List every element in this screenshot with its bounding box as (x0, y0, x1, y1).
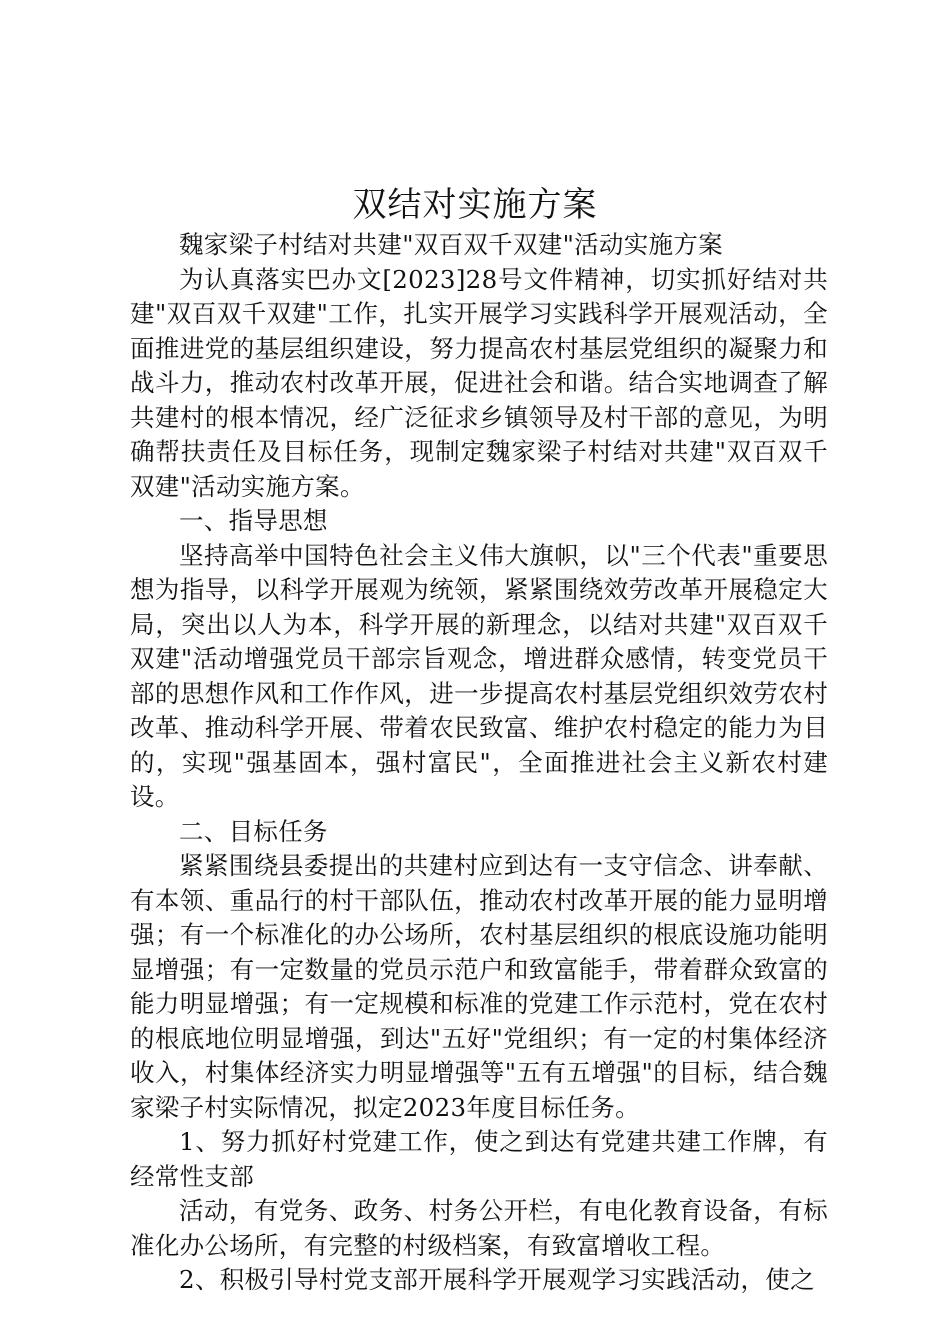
intro-paragraph: 为认真落实巴办文[2023]28号文件精神，切实抓好结对共建"双百双千双建"工作，扎实开展学习实践科学开展观活动，全面推进党的基层组织建设，努力提高农村基层党组织的凝聚力和战斗力，推动农村改革开展，促进社会和谐。结合实地调查了解共建村的根本情况，经广泛征求乡镇领导及村干部的意见，为明确帮扶责任及目标任务，现制定魏家梁子村结对共建"双百双千双建"活动实施方案。 (130, 264, 828, 501)
subtitle-paragraph: 魏家梁子村结对共建"双百双千双建"活动实施方案 (179, 230, 723, 259)
guiding-ideology-paragraph: 坚持高举中国特色社会主义伟大旗帜，以"三个代表"重要思想为指导，以科学开展观为统领，紧紧围绕效劳改革开展稳定大局，突出以人为本，科学开展的新理念，以结对共建"双百双千双建"活动增强党员干部宗旨观念，增进群众感情，转变党员干部的思想作风和工作作风，进一步提高农村基层党组织效劳农村改革、推动科学开展、带着农民致富、维护农村稳定的能力为目的，实现"强基固本，强村富民"，全面推进社会主义新农村建设。 (130, 540, 828, 811)
section-heading-guiding-ideology: 一、指导思想 (179, 506, 328, 535)
task-item-1-continued: 活动，有党务、政务、村务公开栏，有电化教育设备，有标准化办公场所，有完整的村级档案，有致富增收工程。 (130, 1196, 828, 1260)
document-title: 双结对实施方案 (352, 185, 598, 225)
document-body (130, 228, 828, 1298)
section-heading-goals: 二、目标任务 (179, 816, 328, 846)
task-item-2: 2、积极引导村党支部开展科学开展观学习实践活动，使之 (179, 1265, 815, 1294)
task-item-1: 1、努力抓好村党建工作，使之到达有党建共建工作牌，有经常性支部 (130, 1127, 828, 1191)
goals-paragraph: 紧紧围绕县委提出的共建村应到达有一支守信念、讲奉献、有本领、重品行的村干部队伍，推动农村改革开展的能力显明增强；有一个标准化的办公场所，农村基层组织的根底设施功能明显增强；有一定数量的党员示范户和致富能手，带着群众致富的能力明显增强；有一定规模和标准的党建工作示范村，党在农村的根底地位明显增强，到达"五好"党组织；有一定的村集体经济收入，村集体经济实力明显增强等"五有五增强"的目标，结合魏家梁子村实际情况，拟定2023年度目标任务。 (130, 851, 828, 1122)
